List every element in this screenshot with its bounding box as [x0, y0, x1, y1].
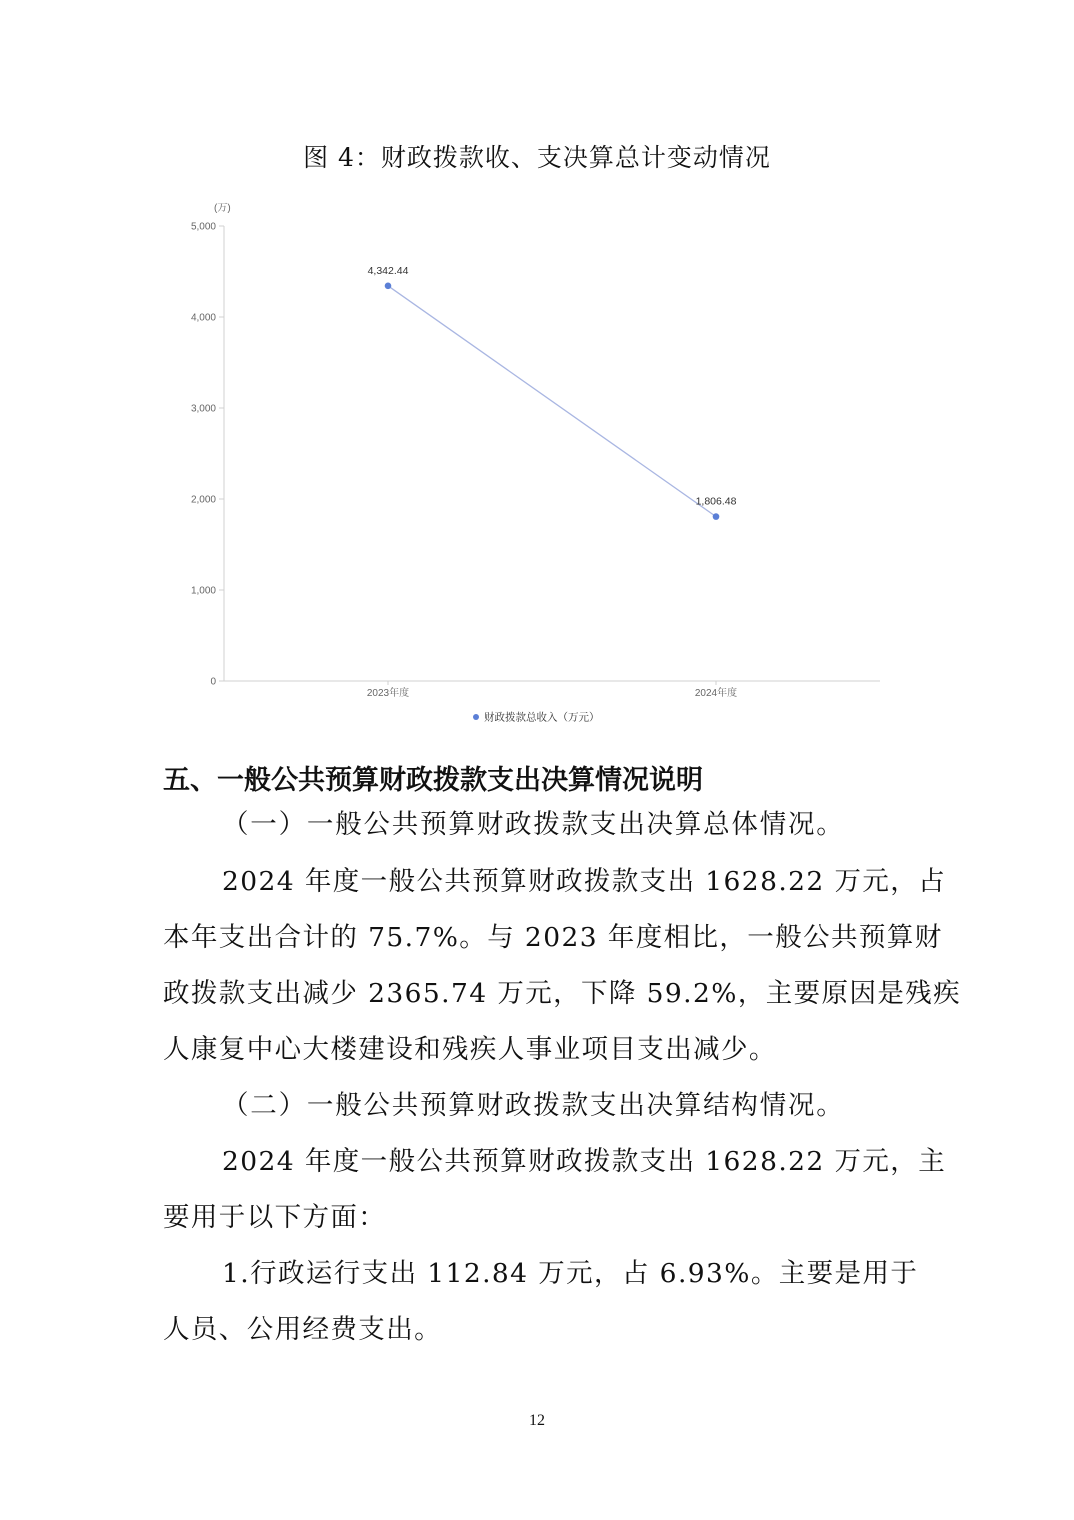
paragraph-line: 人员、公用经费支出。 [163, 1314, 442, 1345]
data-label: 4,342.44 [367, 264, 409, 277]
y-tick-label: 1,000 [190, 585, 216, 597]
y-tick-label: 2,000 [190, 494, 216, 506]
legend-label: 财政拨款总收入（万元） [484, 711, 600, 724]
y-axis [191, 202, 231, 688]
data-point [713, 513, 720, 520]
series-line [388, 286, 716, 517]
figure-title: 图 4：财政拨款收、支决算总计变动情况 [303, 143, 771, 172]
page-number: 12 [529, 1412, 545, 1429]
section-heading: 五、一般公共预算财政拨款支出决算情况说明 [163, 765, 703, 796]
paragraph-line: 2024 年度一般公共预算财政拨款支出 1628.22 万元，占 [222, 866, 947, 897]
chart-series [368, 265, 737, 520]
subheading-overall: （一）一般公共预算财政拨款支出决算总体情况。 [222, 809, 845, 840]
x-axis [224, 681, 880, 699]
x-tick-label: 2023年度 [366, 688, 410, 699]
paragraph-line: 1.行政运行支出 112.84 万元，占 6.93%。主要是用于 [222, 1258, 919, 1289]
chart-legend [473, 711, 600, 724]
y-unit-label: (万) [214, 203, 231, 214]
paragraph-line: 本年支出合计的 75.7%。与 2023 年度相比，一般公共预算财 [163, 922, 943, 953]
data-label: 1,806.48 [695, 495, 737, 508]
y-tick-label: 0 [210, 676, 216, 688]
y-tick-label: 5,000 [190, 221, 216, 233]
paragraph-line: 2024 年度一般公共预算财政拨款支出 1628.22 万元，主 [222, 1146, 947, 1177]
subheading-structure: （二）一般公共预算财政拨款支出决算结构情况。 [222, 1090, 845, 1121]
y-tick-label: 4,000 [190, 312, 216, 324]
line-chart [0, 0, 1074, 740]
x-tick-label: 2024年度 [694, 688, 738, 699]
paragraph-line: 要用于以下方面： [163, 1202, 387, 1233]
legend-marker [473, 714, 479, 720]
paragraph-line: 人康复中心大楼建设和残疾人事业项目支出减少。 [163, 1034, 777, 1065]
y-tick-label: 3,000 [190, 403, 216, 415]
data-point [385, 283, 392, 290]
paragraph-line: 政拨款支出减少 2365.74 万元，下降 59.2%，主要原因是残疾 [163, 978, 962, 1009]
